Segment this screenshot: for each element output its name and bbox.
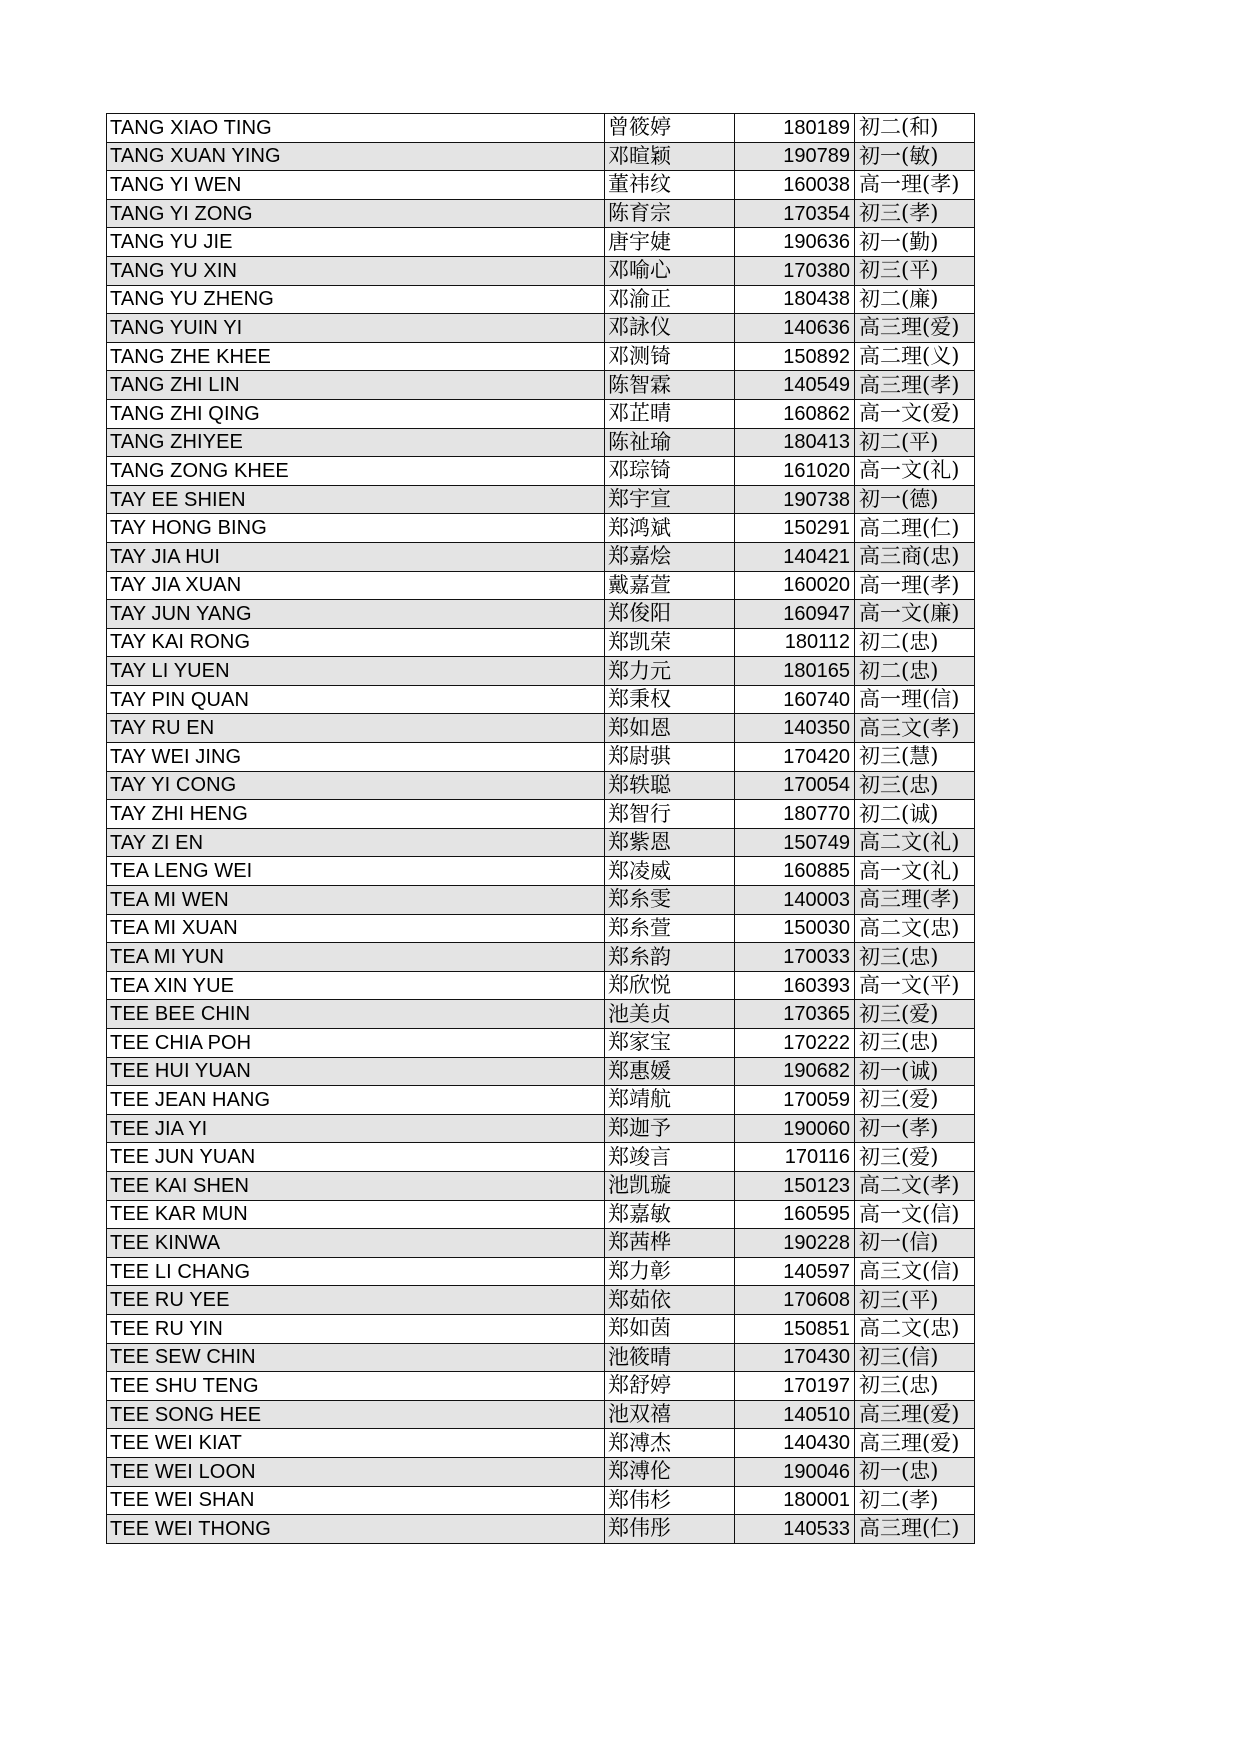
- class-cell: 高二理(义): [855, 342, 975, 371]
- chinese-name-cell: 郑如恩: [605, 714, 735, 743]
- table-row: [107, 114, 975, 143]
- class-cell: 初二(孝): [855, 1486, 975, 1515]
- class-cell: 初三(爱): [855, 1143, 975, 1172]
- chinese-name-cell: 郑尉骐: [605, 743, 735, 772]
- chinese-name-cell: 郑力元: [605, 657, 735, 686]
- student-id-cell: 190789: [735, 142, 855, 171]
- class-cell: 初二(忠): [855, 657, 975, 686]
- chinese-name-cell: 郑伟彤: [605, 1515, 735, 1544]
- student-id-cell: 170354: [735, 199, 855, 228]
- class-cell: 初三(忠): [855, 1372, 975, 1401]
- class-cell: 高二理(仁): [855, 514, 975, 543]
- table-row: [107, 1171, 975, 1200]
- student-id-cell: 150749: [735, 828, 855, 857]
- chinese-name-cell: 郑秉权: [605, 685, 735, 714]
- table-row: [107, 285, 975, 314]
- table-row: [107, 971, 975, 1000]
- student-id-cell: 140549: [735, 371, 855, 400]
- chinese-name-cell: 郑舒婷: [605, 1372, 735, 1401]
- chinese-name-cell: 郑溥伦: [605, 1457, 735, 1486]
- table-row: [107, 199, 975, 228]
- table-row: [107, 800, 975, 829]
- student-name-cell: TAY JUN YANG: [107, 600, 605, 629]
- student-name-cell: TEA XIN YUE: [107, 971, 605, 1000]
- student-name-cell: TEE KAI SHEN: [107, 1171, 605, 1200]
- student-name-cell: TAY ZI EN: [107, 828, 605, 857]
- student-id-cell: 160393: [735, 971, 855, 1000]
- student-name-cell: TANG XUAN YING: [107, 142, 605, 171]
- student-name-cell: TAY PIN QUAN: [107, 685, 605, 714]
- student-id-cell: 170054: [735, 771, 855, 800]
- student-id-cell: 180001: [735, 1486, 855, 1515]
- table-row: [107, 1400, 975, 1429]
- chinese-name-cell: 郑迦予: [605, 1114, 735, 1143]
- student-id-cell: 140421: [735, 542, 855, 571]
- class-cell: 高一理(信): [855, 685, 975, 714]
- class-cell: 初二(廉): [855, 285, 975, 314]
- student-id-cell: 150892: [735, 342, 855, 371]
- table-row: [107, 142, 975, 171]
- chinese-name-cell: 邓暄颖: [605, 142, 735, 171]
- student-id-cell: 140350: [735, 714, 855, 743]
- table-row: [107, 1457, 975, 1486]
- student-id-cell: 180770: [735, 800, 855, 829]
- class-cell: 初一(诚): [855, 1057, 975, 1086]
- class-cell: 高一文(平): [855, 971, 975, 1000]
- chinese-name-cell: 董祎纹: [605, 171, 735, 200]
- student-name-cell: TEE BEE CHIN: [107, 1000, 605, 1029]
- class-cell: 高一文(信): [855, 1200, 975, 1229]
- student-id-cell: 190228: [735, 1229, 855, 1258]
- class-cell: 初三(信): [855, 1343, 975, 1372]
- class-cell: 初二(忠): [855, 628, 975, 657]
- class-cell: 高三文(孝): [855, 714, 975, 743]
- chinese-name-cell: 郑轶聪: [605, 771, 735, 800]
- class-cell: 初二(平): [855, 428, 975, 457]
- student-name-cell: TEE SHU TENG: [107, 1372, 605, 1401]
- table-row: [107, 1229, 975, 1258]
- chinese-name-cell: 郑茜桦: [605, 1229, 735, 1258]
- class-cell: 初一(忠): [855, 1457, 975, 1486]
- class-cell: 初三(忠): [855, 943, 975, 972]
- student-id-cell: 160020: [735, 571, 855, 600]
- student-id-cell: 150291: [735, 514, 855, 543]
- chinese-name-cell: 邓琮锜: [605, 457, 735, 486]
- chinese-name-cell: 郑惠媛: [605, 1057, 735, 1086]
- table-row: [107, 1257, 975, 1286]
- student-name-cell: TANG ZHE KHEE: [107, 342, 605, 371]
- class-cell: 高一文(礼): [855, 857, 975, 886]
- student-id-cell: 140533: [735, 1515, 855, 1544]
- class-cell: 初一(德): [855, 485, 975, 514]
- table-row: [107, 1057, 975, 1086]
- student-name-cell: TEE SEW CHIN: [107, 1343, 605, 1372]
- student-id-cell: 180438: [735, 285, 855, 314]
- student-id-cell: 180189: [735, 114, 855, 143]
- class-cell: 高三理(爱): [855, 1400, 975, 1429]
- class-cell: 高三理(孝): [855, 371, 975, 400]
- student-name-cell: TAY WEI JING: [107, 743, 605, 772]
- chinese-name-cell: 郑宇宣: [605, 485, 735, 514]
- table-row: [107, 1343, 975, 1372]
- student-name-cell: TAY HONG BING: [107, 514, 605, 543]
- student-name-cell: TANG YU XIN: [107, 256, 605, 285]
- table-row: [107, 714, 975, 743]
- chinese-name-cell: 郑鸿斌: [605, 514, 735, 543]
- student-name-cell: TANG YUIN YI: [107, 314, 605, 343]
- chinese-name-cell: 郑力彰: [605, 1257, 735, 1286]
- table-row: [107, 943, 975, 972]
- chinese-name-cell: 陈智霖: [605, 371, 735, 400]
- student-id-cell: 180165: [735, 657, 855, 686]
- table-row: [107, 428, 975, 457]
- class-cell: 初三(平): [855, 1286, 975, 1315]
- student-id-cell: 160595: [735, 1200, 855, 1229]
- student-name-cell: TANG XIAO TING: [107, 114, 605, 143]
- student-name-cell: TEE HUI YUAN: [107, 1057, 605, 1086]
- chinese-name-cell: 郑如茵: [605, 1314, 735, 1343]
- chinese-name-cell: 池凯璇: [605, 1171, 735, 1200]
- chinese-name-cell: 郑伟杉: [605, 1486, 735, 1515]
- table-row: [107, 886, 975, 915]
- student-id-cell: 160885: [735, 857, 855, 886]
- student-id-cell: 140597: [735, 1257, 855, 1286]
- class-cell: 高二文(礼): [855, 828, 975, 857]
- chinese-name-cell: 郑嘉烩: [605, 542, 735, 571]
- student-id-cell: 170197: [735, 1372, 855, 1401]
- table-row: [107, 542, 975, 571]
- student-name-cell: TEA MI WEN: [107, 886, 605, 915]
- chinese-name-cell: 郑竣言: [605, 1143, 735, 1172]
- student-id-cell: 170420: [735, 743, 855, 772]
- class-cell: 高三理(爱): [855, 314, 975, 343]
- class-cell: 高一文(廉): [855, 600, 975, 629]
- student-table: [106, 113, 975, 1544]
- chinese-name-cell: 戴嘉萱: [605, 571, 735, 600]
- student-id-cell: 150851: [735, 1314, 855, 1343]
- student-name-cell: TANG YU JIE: [107, 228, 605, 257]
- class-cell: 高二文(忠): [855, 1314, 975, 1343]
- student-id-cell: 170059: [735, 1086, 855, 1115]
- table-row: [107, 1429, 975, 1458]
- student-name-cell: TEA MI XUAN: [107, 914, 605, 943]
- student-name-cell: TEE WEI LOON: [107, 1457, 605, 1486]
- class-cell: 高一文(爱): [855, 399, 975, 428]
- student-id-cell: 150030: [735, 914, 855, 943]
- table-row: [107, 1515, 975, 1544]
- class-cell: 初三(平): [855, 256, 975, 285]
- student-name-cell: TAY LI YUEN: [107, 657, 605, 686]
- table-row: [107, 1200, 975, 1229]
- table-row: [107, 571, 975, 600]
- chinese-name-cell: 郑紫恩: [605, 828, 735, 857]
- chinese-name-cell: 郑俊阳: [605, 600, 735, 629]
- student-id-cell: 140430: [735, 1429, 855, 1458]
- table-row: [107, 314, 975, 343]
- class-cell: 高一理(孝): [855, 171, 975, 200]
- student-name-cell: TAY YI CONG: [107, 771, 605, 800]
- student-name-cell: TEE WEI SHAN: [107, 1486, 605, 1515]
- student-id-cell: 190738: [735, 485, 855, 514]
- student-name-cell: TEE KINWA: [107, 1229, 605, 1258]
- student-name-cell: TANG ZHI LIN: [107, 371, 605, 400]
- table-row: [107, 371, 975, 400]
- table-row: [107, 600, 975, 629]
- table-row: [107, 828, 975, 857]
- student-id-cell: 190046: [735, 1457, 855, 1486]
- class-cell: 初三(爱): [855, 1000, 975, 1029]
- student-name-cell: TANG ZHI QING: [107, 399, 605, 428]
- student-name-cell: TAY RU EN: [107, 714, 605, 743]
- class-cell: 高三理(孝): [855, 886, 975, 915]
- student-id-cell: 170116: [735, 1143, 855, 1172]
- class-cell: 高三理(仁): [855, 1515, 975, 1544]
- table-row: [107, 457, 975, 486]
- table-row: [107, 1143, 975, 1172]
- class-cell: 高三商(忠): [855, 542, 975, 571]
- student-name-cell: TEE JIA YI: [107, 1114, 605, 1143]
- student-name-cell: TEE JUN YUAN: [107, 1143, 605, 1172]
- student-name-cell: TEA LENG WEI: [107, 857, 605, 886]
- student-id-cell: 180413: [735, 428, 855, 457]
- student-name-cell: TEE CHIA POH: [107, 1029, 605, 1058]
- student-id-cell: 161020: [735, 457, 855, 486]
- student-name-cell: TEE SONG HEE: [107, 1400, 605, 1429]
- student-name-cell: TEE RU YIN: [107, 1314, 605, 1343]
- class-cell: 初一(孝): [855, 1114, 975, 1143]
- student-name-cell: TEE RU YEE: [107, 1286, 605, 1315]
- student-name-cell: TANG ZONG KHEE: [107, 457, 605, 486]
- chinese-name-cell: 郑溥杰: [605, 1429, 735, 1458]
- student-id-cell: 160740: [735, 685, 855, 714]
- class-cell: 初二(和): [855, 114, 975, 143]
- chinese-name-cell: 郑家宝: [605, 1029, 735, 1058]
- class-cell: 初三(慧): [855, 743, 975, 772]
- table-row: [107, 1372, 975, 1401]
- table-row: [107, 1086, 975, 1115]
- class-cell: 初一(勤): [855, 228, 975, 257]
- student-name-cell: TAY EE SHIEN: [107, 485, 605, 514]
- student-id-cell: 160862: [735, 399, 855, 428]
- student-id-cell: 170430: [735, 1343, 855, 1372]
- table-row: [107, 771, 975, 800]
- student-name-cell: TAY ZHI HENG: [107, 800, 605, 829]
- class-cell: 初一(敏): [855, 142, 975, 171]
- table-row: [107, 857, 975, 886]
- student-id-cell: 170608: [735, 1286, 855, 1315]
- chinese-name-cell: 郑智行: [605, 800, 735, 829]
- chinese-name-cell: 邓詠仪: [605, 314, 735, 343]
- chinese-name-cell: 邓芷晴: [605, 399, 735, 428]
- class-cell: 初三(孝): [855, 199, 975, 228]
- table-row: [107, 1314, 975, 1343]
- class-cell: 高二文(忠): [855, 914, 975, 943]
- student-name-cell: TANG YU ZHENG: [107, 285, 605, 314]
- student-id-cell: 160947: [735, 600, 855, 629]
- chinese-name-cell: 池筱晴: [605, 1343, 735, 1372]
- table-row: [107, 657, 975, 686]
- table-row: [107, 743, 975, 772]
- student-name-cell: TAY JIA XUAN: [107, 571, 605, 600]
- student-id-cell: 170365: [735, 1000, 855, 1029]
- chinese-name-cell: 郑靖航: [605, 1086, 735, 1115]
- chinese-name-cell: 池双禧: [605, 1400, 735, 1429]
- class-cell: 初三(忠): [855, 1029, 975, 1058]
- table-row: [107, 1114, 975, 1143]
- student-id-cell: 190060: [735, 1114, 855, 1143]
- student-table-body: [107, 114, 975, 1544]
- student-id-cell: 160038: [735, 171, 855, 200]
- table-row: [107, 228, 975, 257]
- student-id-cell: 150123: [735, 1171, 855, 1200]
- student-name-cell: TANG ZHIYEE: [107, 428, 605, 457]
- student-name-cell: TAY JIA HUI: [107, 542, 605, 571]
- chinese-name-cell: 陈祉瑜: [605, 428, 735, 457]
- class-cell: 初三(忠): [855, 771, 975, 800]
- class-cell: 高一理(孝): [855, 571, 975, 600]
- table-row: [107, 1486, 975, 1515]
- chinese-name-cell: 曾筱婷: [605, 114, 735, 143]
- student-id-cell: 170380: [735, 256, 855, 285]
- student-name-cell: TEE LI CHANG: [107, 1257, 605, 1286]
- table-row: [107, 342, 975, 371]
- table-row: [107, 685, 975, 714]
- chinese-name-cell: 郑欣悦: [605, 971, 735, 1000]
- student-name-cell: TEE WEI KIAT: [107, 1429, 605, 1458]
- student-id-cell: 190636: [735, 228, 855, 257]
- student-id-cell: 170033: [735, 943, 855, 972]
- student-name-cell: TEA MI YUN: [107, 943, 605, 972]
- table-row: [107, 171, 975, 200]
- student-id-cell: 170222: [735, 1029, 855, 1058]
- student-name-cell: TEE KAR MUN: [107, 1200, 605, 1229]
- table-row: [107, 256, 975, 285]
- chinese-name-cell: 池美贞: [605, 1000, 735, 1029]
- table-row: [107, 485, 975, 514]
- chinese-name-cell: 郑凌威: [605, 857, 735, 886]
- chinese-name-cell: 郑糸萱: [605, 914, 735, 943]
- table-row: [107, 628, 975, 657]
- chinese-name-cell: 唐宇婕: [605, 228, 735, 257]
- table-row: [107, 514, 975, 543]
- chinese-name-cell: 郑茹依: [605, 1286, 735, 1315]
- table-row: [107, 1000, 975, 1029]
- chinese-name-cell: 郑嘉敏: [605, 1200, 735, 1229]
- student-id-cell: 140510: [735, 1400, 855, 1429]
- table-row: [107, 1286, 975, 1315]
- class-cell: 高一文(礼): [855, 457, 975, 486]
- student-name-cell: TAY KAI RONG: [107, 628, 605, 657]
- chinese-name-cell: 郑糸雯: [605, 886, 735, 915]
- student-name-cell: TANG YI WEN: [107, 171, 605, 200]
- table-row: [107, 1029, 975, 1058]
- class-cell: 初二(诚): [855, 800, 975, 829]
- chinese-name-cell: 邓测锜: [605, 342, 735, 371]
- chinese-name-cell: 郑糸韵: [605, 943, 735, 972]
- student-id-cell: 140003: [735, 886, 855, 915]
- student-id-cell: 180112: [735, 628, 855, 657]
- chinese-name-cell: 郑凯荣: [605, 628, 735, 657]
- student-id-cell: 190682: [735, 1057, 855, 1086]
- class-cell: 高二文(孝): [855, 1171, 975, 1200]
- table-row: [107, 914, 975, 943]
- chinese-name-cell: 邓喻心: [605, 256, 735, 285]
- class-cell: 初一(信): [855, 1229, 975, 1258]
- student-id-cell: 140636: [735, 314, 855, 343]
- table-row: [107, 399, 975, 428]
- student-name-cell: TEE WEI THONG: [107, 1515, 605, 1544]
- class-cell: 高三文(信): [855, 1257, 975, 1286]
- chinese-name-cell: 陈育宗: [605, 199, 735, 228]
- student-name-cell: TANG YI ZONG: [107, 199, 605, 228]
- student-name-cell: TEE JEAN HANG: [107, 1086, 605, 1115]
- class-cell: 高三理(爱): [855, 1429, 975, 1458]
- chinese-name-cell: 邓渝正: [605, 285, 735, 314]
- class-cell: 初三(爱): [855, 1086, 975, 1115]
